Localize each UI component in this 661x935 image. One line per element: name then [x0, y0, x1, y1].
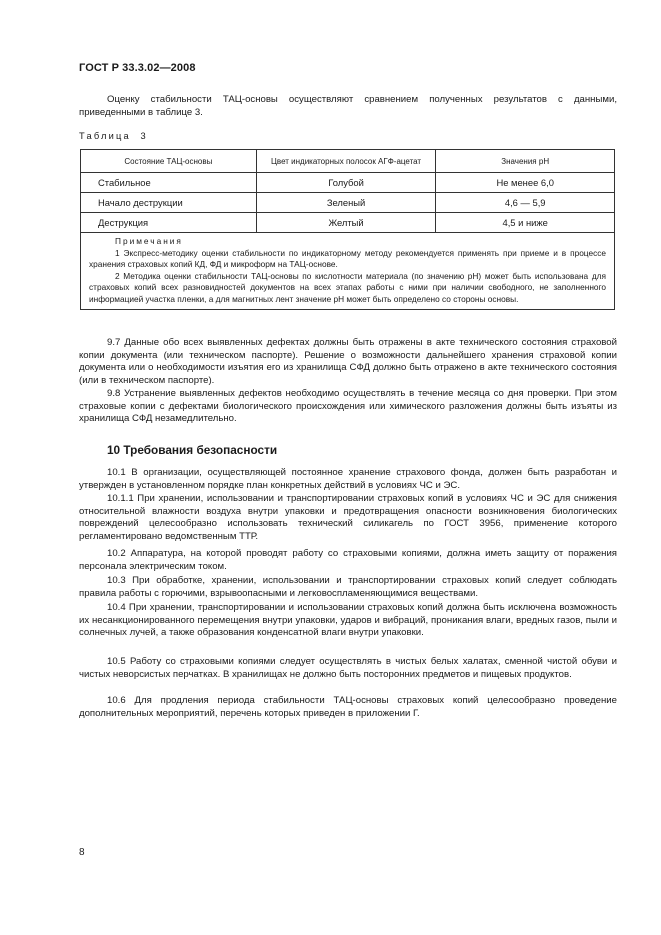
table-notes-row	[81, 233, 615, 310]
note-item: 2 Методика оценки стабильности ТАЦ-основы по кислотности материала (по значению pH) может быть использована для страховых копий всех разновидностей документов на всех этапах работы с ними при наличии свободного, не заполненного информацией участка пленки, а для магнитных лент значение pH может быть определено со стороны основы.	[89, 270, 606, 304]
table-cell: Зеленый	[256, 193, 436, 213]
table-cell: Голубой	[256, 173, 436, 193]
stability-table	[80, 149, 615, 310]
paragraph-10-3: 10.3 При обработке, хранении, использовании и транспортировании страховых копий следует соблюдать правила работы с горючими, взрывоопасными и легковоспламеняющимися веществами.	[79, 575, 617, 599]
page-number: 8	[79, 847, 85, 858]
table-cell: Не менее 6,0	[436, 173, 615, 193]
table-cell: Деструкция	[81, 213, 257, 233]
table-cell: 4,6 — 5,9	[436, 193, 615, 213]
table-caption	[79, 131, 146, 141]
table-cell: 4,5 и ниже	[436, 213, 615, 233]
document-header-title: ГОСТ Р 33.3.02—2008	[79, 62, 196, 74]
paragraph-10-1: 10.1 В организации, осуществляющей постоянное хранение страхового фонда, должен быть разработан и утвержден в установленном порядке план конкретных действий в условиях ЧС и ЭС.	[79, 467, 617, 491]
table-caption-number: 3	[140, 131, 146, 141]
intro-paragraph: Оценку стабильности ТАЦ-основы осуществляют сравнением полученных результатов с данными, приведенными в таблице 3.	[79, 94, 617, 118]
table-cell: Стабильное	[81, 173, 257, 193]
table-header-cell: Состояние ТАЦ-основы	[81, 150, 257, 173]
paragraph-10-5: 10.5 Работу со страховыми копиями следует осуществлять в чистых белых халатах, сменной чистой обуви и чистых неворсистых перчатках. В хранилищах не должно быть посторонних предметов и пищевых продуктов.	[79, 656, 617, 680]
paragraph-10-4: 10.4 При хранении, транспортировании и использовании страховых копий должна быть исключена возможность их несанкционированного перемещения внутри упаковки, ударов и вибраций, проникания влаги, вредных газов, пыли и солнечных лучей, а также образования конденсатной влаги внутри упаковки.	[79, 602, 617, 639]
table-row	[81, 173, 615, 193]
table-notes	[81, 233, 615, 310]
paragraph-10-6: 10.6 Для продления периода стабильности ТАЦ-основы страховых копий целесообразно проведение дополнительных мероприятий, перечень которых приведен в приложении Г.	[79, 695, 617, 719]
table-cell: Начало деструкции	[81, 193, 257, 213]
note-item: 1 Экспресс-методику оценки стабильности по индикаторному методу рекомендуется применять при приеме и в процессе хранения страховых копий КД, ФД и микроформ на ТАЦ-основе.	[89, 247, 606, 269]
table-row	[81, 213, 615, 233]
table-cell: Желтый	[256, 213, 436, 233]
notes-title: Примечания	[115, 236, 183, 246]
table-header-row	[81, 150, 615, 173]
section-heading: 10 Требования безопасности	[107, 443, 278, 457]
paragraph-9-7: 9.7 Данные обо всех выявленных дефектах должны быть отражены в акте технического состояния страховой копии документа (или техническом паспорте). Решение о возможности дальнейшего хранения страховой копии документа или о необходимости изъятия его из хранилища СФД должно быть отражено в акте технического состояния (или в техническом паспорте).	[79, 337, 617, 386]
table-row	[81, 193, 615, 213]
paragraph-10-2: 10.2 Аппаратура, на которой проводят работу со страховыми копиями, должна иметь защиту от поражения персонала электрическим током.	[79, 548, 617, 572]
paragraph-10-1-1: 10.1.1 При хранении, использовании и транспортировании страховых копий в условиях ЧС и ЭС для снижения относительной влажности воздуха внутри упаковки и предотвращения опасности возникновения биологических повреждений целесообразно использовать технический силикагель по ГОСТ 3956, применение которого регламентировано ведомственным ТТР.	[79, 493, 617, 542]
table-header-cell: Цвет индикаторных полосок АГФ-ацетат	[256, 150, 436, 173]
paragraph-9-8: 9.8 Устранение выявленных дефектов необходимо осуществлять в течение месяца со дня проверки. При этом страховые копии с дефектами биологического происхождения или химического разложения должны быть изъяты из хранилища СФД незамедлительно.	[79, 388, 617, 425]
table-caption-word: Таблица	[79, 131, 131, 141]
table-header-cell: Значения pH	[436, 150, 615, 173]
